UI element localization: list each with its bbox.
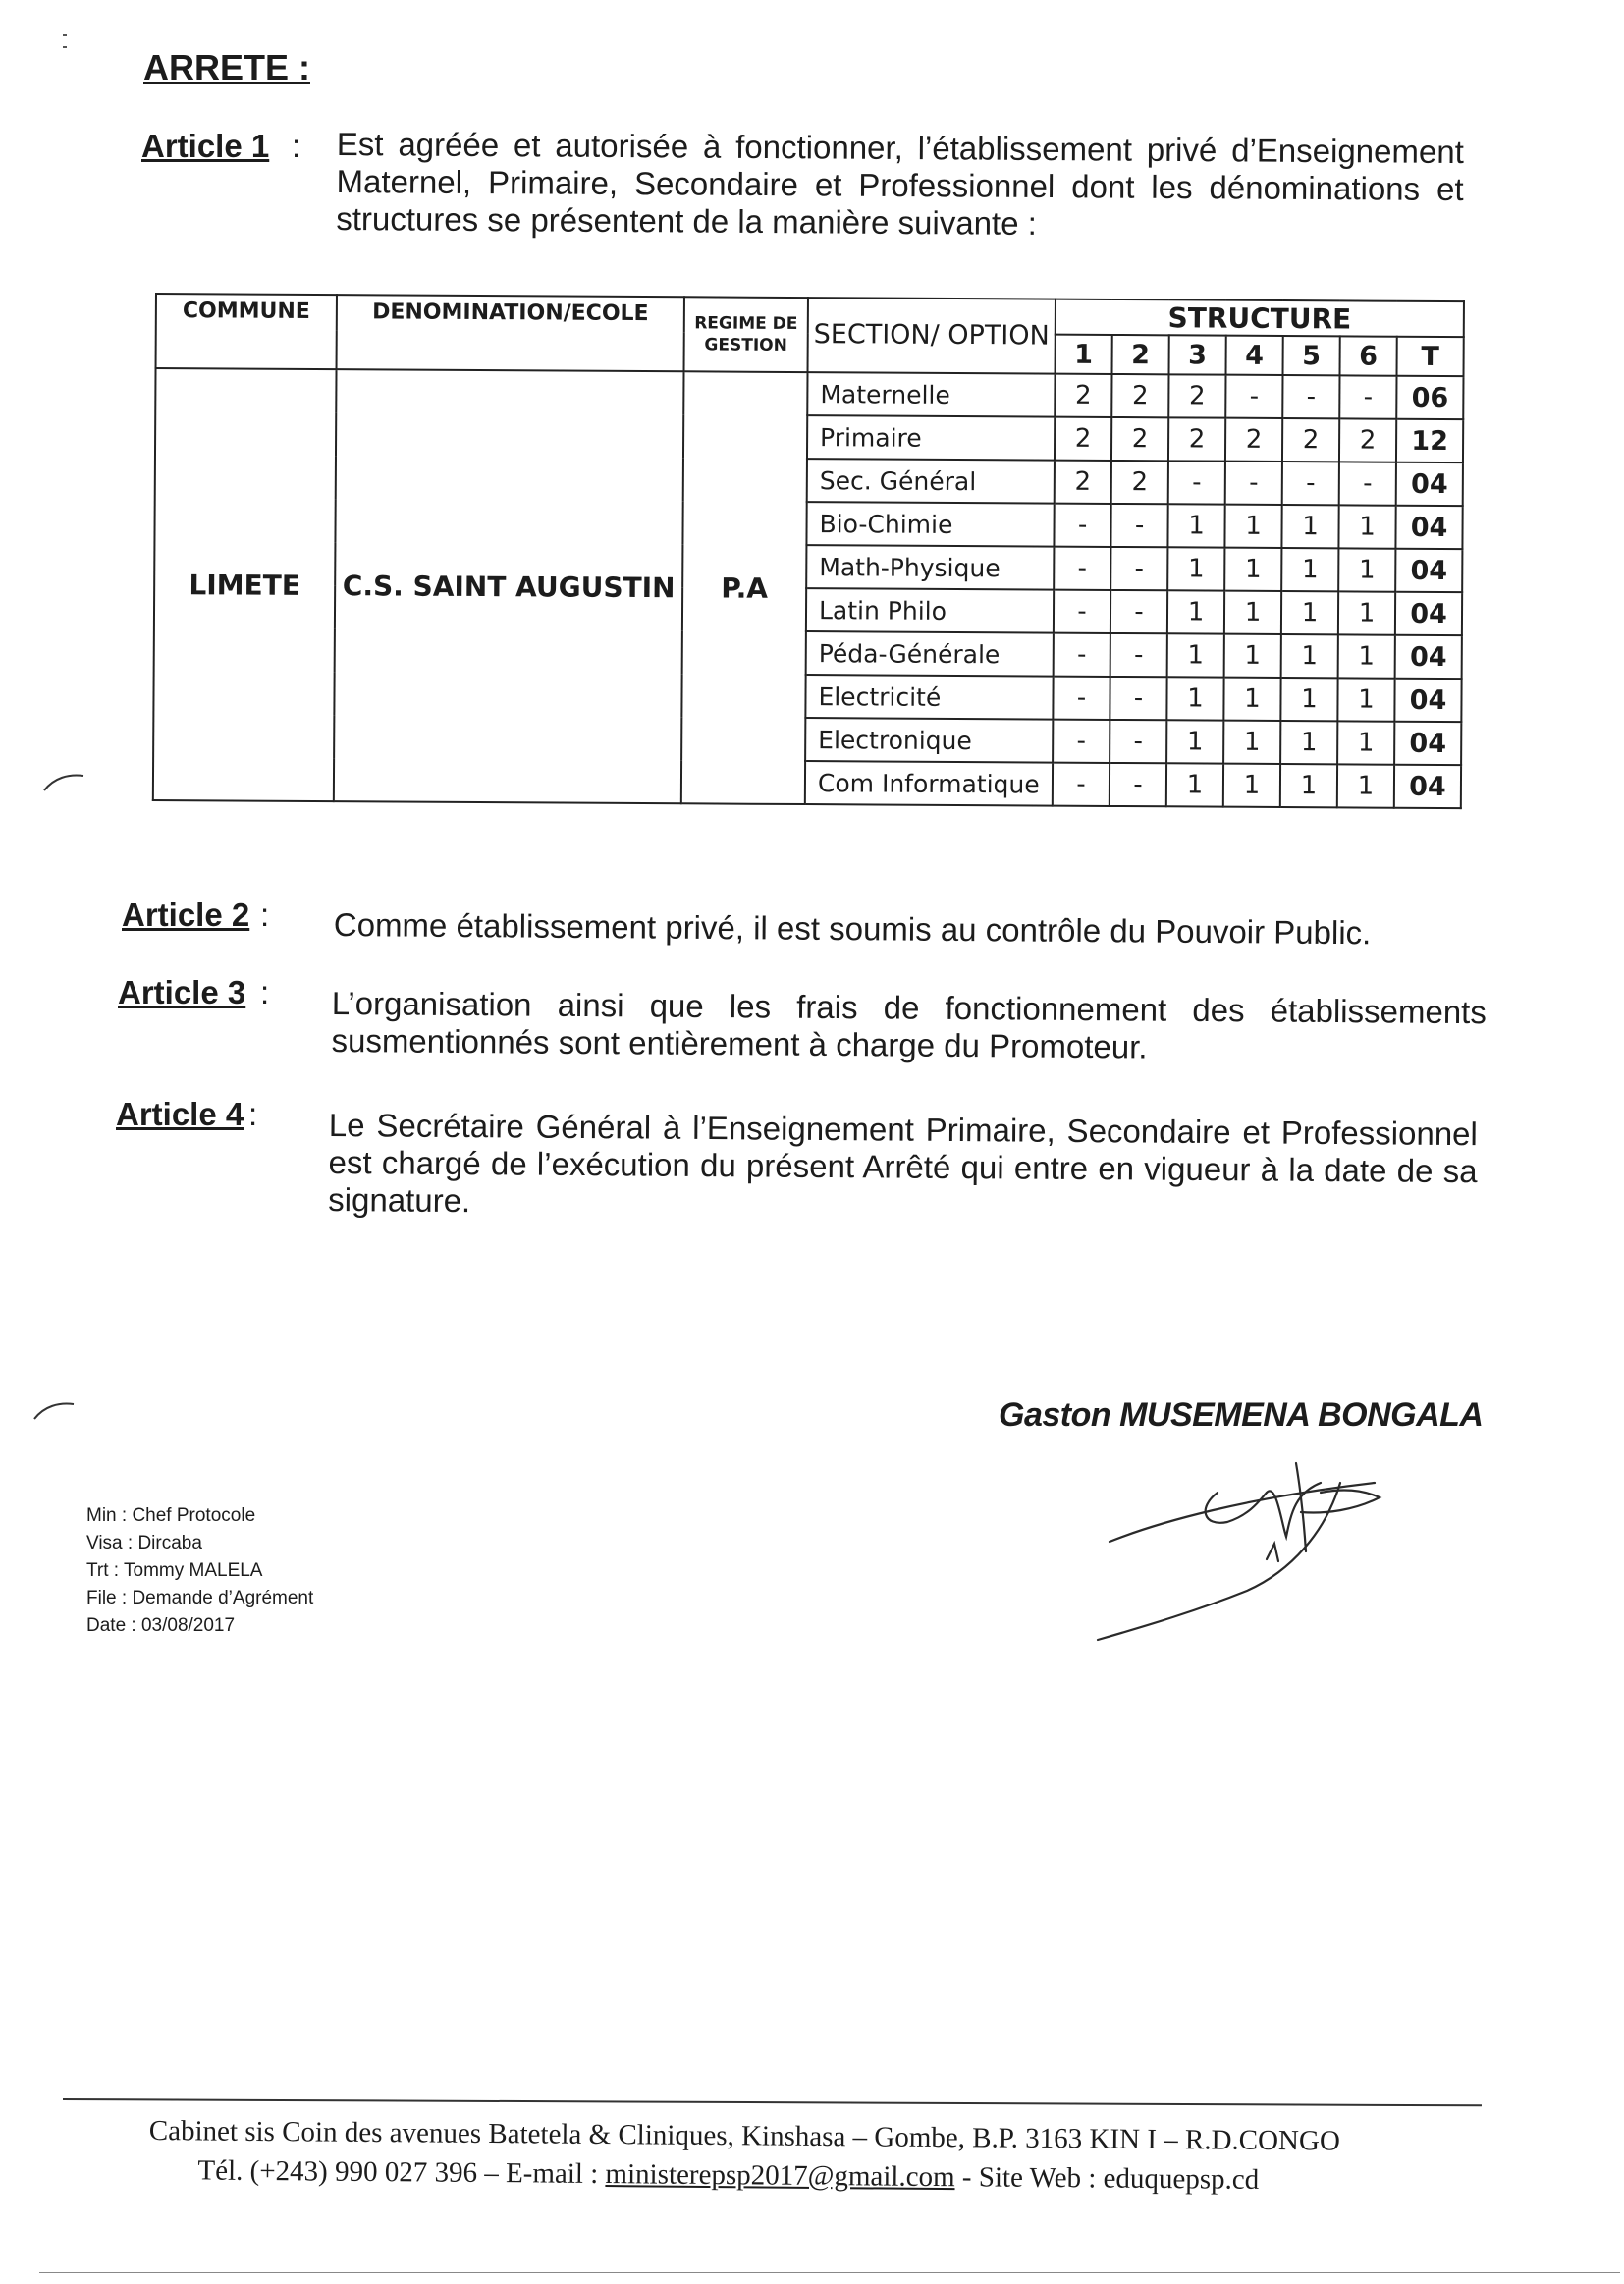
section-cell: Electronique xyxy=(805,718,1053,763)
arrete-heading: ARRETE : xyxy=(143,47,310,87)
ecole-cell: C.S. SAINT AUGUSTIN xyxy=(334,369,684,803)
value-cell: 1 xyxy=(1166,677,1223,720)
handwritten-signature xyxy=(1080,1453,1404,1650)
value-cell: 1 xyxy=(1338,505,1395,548)
header-denomination: DENOMINATION/ECOLE xyxy=(337,295,684,371)
article-1-text: Est agréée et autorisée à fonctionner, l’établissement privé d’Enseignement Maternel, Primaire, Secondaire et Professionnel dont les dénominations et structures se présentent de la manière suivante : xyxy=(336,126,1464,242)
header-regime: REGIME DE GESTION xyxy=(684,297,808,372)
scan-mark xyxy=(29,1394,79,1424)
header-col-5: 5 xyxy=(1283,336,1340,375)
value-cell: - xyxy=(1054,547,1110,590)
header-col-1: 1 xyxy=(1056,335,1112,374)
total-cell: 04 xyxy=(1395,506,1462,549)
value-cell: 1 xyxy=(1280,678,1337,721)
value-cell: 2 xyxy=(1111,374,1168,417)
value-cell: 2 xyxy=(1055,417,1111,461)
note-line: Date : 03/08/2017 xyxy=(86,1615,236,1636)
value-cell: 1 xyxy=(1223,721,1280,764)
article-4-colon: : xyxy=(248,1096,258,1132)
header-structure: STRUCTURE xyxy=(1056,299,1464,338)
value-cell: 1 xyxy=(1337,764,1394,807)
header-col-2: 2 xyxy=(1112,335,1169,374)
footer-line-1: Cabinet sis Coin des avenues Batetela & Cliniques, Kinshasa – Gombe, B.P. 3163 KIN I – R.D.CONGO xyxy=(148,2114,1340,2157)
value-cell: 1 xyxy=(1338,591,1395,634)
total-cell: 04 xyxy=(1395,549,1462,592)
value-cell: 2 xyxy=(1111,417,1168,461)
article-1-label: Article 1 xyxy=(141,128,270,164)
article-3-text: L’organisation ainsi que les frais de fonctionnement des établissements susmentionnés sont entièrement à charge du Promoteur. xyxy=(331,985,1487,1065)
value-cell: 1 xyxy=(1224,505,1281,548)
article-1-colon: : xyxy=(292,128,301,164)
footer-email-link[interactable]: ministerepsp2017@gmail.com xyxy=(605,2158,955,2194)
article-3-colon: : xyxy=(260,974,270,1010)
value-cell: - xyxy=(1053,763,1110,806)
value-cell: 1 xyxy=(1167,547,1224,590)
value-cell: - xyxy=(1110,504,1167,547)
regime-cell: P.A xyxy=(681,371,808,804)
value-cell: 1 xyxy=(1338,548,1395,591)
footer-address xyxy=(148,2111,1340,2201)
value-cell: 1 xyxy=(1166,763,1223,806)
footer-rule xyxy=(63,2098,1482,2106)
total-cell: 04 xyxy=(1395,635,1462,679)
article-2-colon: : xyxy=(260,897,270,933)
value-cell: 1 xyxy=(1338,634,1395,678)
value-cell: 2 xyxy=(1339,418,1396,462)
value-cell: 1 xyxy=(1281,505,1338,548)
article-3-label: Article 3 xyxy=(118,974,246,1010)
total-cell: 06 xyxy=(1396,376,1463,419)
value-cell: 1 xyxy=(1224,634,1281,678)
value-cell: - xyxy=(1110,547,1167,590)
total-cell: 04 xyxy=(1394,679,1461,722)
value-cell: 2 xyxy=(1055,374,1111,417)
total-cell: 12 xyxy=(1396,419,1463,462)
value-cell: 2 xyxy=(1225,418,1282,462)
signatory-name: Gaston MUSEMENA BONGALA xyxy=(999,1396,1484,1434)
value-cell: - xyxy=(1053,720,1110,763)
header-col-6: 6 xyxy=(1340,336,1397,375)
article-2-label: Article 2 xyxy=(122,897,250,933)
total-cell: 04 xyxy=(1394,765,1461,808)
value-cell: 1 xyxy=(1281,591,1338,634)
header-section: SECTION/ OPTION xyxy=(808,298,1056,374)
value-cell: - xyxy=(1339,462,1396,505)
value-cell: 1 xyxy=(1280,721,1337,764)
value-cell: 1 xyxy=(1281,548,1338,591)
value-cell: - xyxy=(1168,461,1225,504)
article-4-label: Article 4 xyxy=(116,1096,244,1132)
section-cell: Bio-Chimie xyxy=(806,502,1054,547)
section-cell: Latin Philo xyxy=(806,588,1054,633)
value-cell: - xyxy=(1282,375,1339,418)
scan-mark xyxy=(39,766,88,795)
structure-table xyxy=(152,293,1465,809)
value-cell: - xyxy=(1110,677,1166,720)
value-cell: - xyxy=(1054,633,1110,677)
table-row xyxy=(155,368,1463,419)
header-col-3: 3 xyxy=(1169,335,1226,374)
value-cell: - xyxy=(1225,375,1282,418)
value-cell: - xyxy=(1225,462,1282,505)
footer-website: - Site Web : eduquepsp.cd xyxy=(954,2161,1260,2196)
value-cell: 1 xyxy=(1337,721,1394,764)
header-commune: COMMUNE xyxy=(156,294,337,369)
value-cell: 1 xyxy=(1281,634,1338,678)
value-cell: - xyxy=(1110,763,1166,806)
value-cell: - xyxy=(1110,590,1167,633)
note-line: File : Demande d’Agrément xyxy=(86,1588,314,1608)
value-cell: 1 xyxy=(1280,764,1337,807)
value-cell: 1 xyxy=(1167,633,1224,677)
notes-block xyxy=(86,1502,313,1640)
value-cell: 2 xyxy=(1282,418,1339,462)
value-cell: 1 xyxy=(1223,764,1280,807)
section-cell: Maternelle xyxy=(807,372,1055,417)
note-line: Trt : Tommy MALELA xyxy=(86,1560,263,1581)
value-cell: 1 xyxy=(1166,720,1223,763)
footer-phone: Tél. (+243) 990 027 396 – E-mail : xyxy=(197,2154,606,2191)
commune-cell: LIMETE xyxy=(153,368,337,801)
value-cell: 1 xyxy=(1223,678,1280,721)
section-cell: Péda-Générale xyxy=(806,631,1054,677)
value-cell: 2 xyxy=(1055,461,1111,504)
value-cell: 2 xyxy=(1111,461,1168,504)
value-cell: - xyxy=(1053,677,1110,720)
bottom-scan-line xyxy=(39,2272,1620,2273)
total-cell: 04 xyxy=(1395,592,1462,635)
section-cell: Electricité xyxy=(805,675,1053,720)
value-cell: - xyxy=(1054,590,1110,633)
value-cell: 1 xyxy=(1167,504,1224,547)
note-line: Visa : Dircaba xyxy=(86,1533,202,1553)
section-cell: Sec. Général xyxy=(807,459,1055,504)
value-cell: 1 xyxy=(1337,678,1394,721)
value-cell: - xyxy=(1339,375,1396,418)
total-cell: 04 xyxy=(1396,462,1463,506)
value-cell: 1 xyxy=(1224,548,1281,591)
scan-mark xyxy=(57,29,77,59)
value-cell: 2 xyxy=(1168,374,1225,417)
note-line: Min : Chef Protocole xyxy=(86,1505,256,1526)
total-cell: 04 xyxy=(1394,722,1461,765)
header-col-total: T xyxy=(1397,337,1464,376)
value-cell: - xyxy=(1282,462,1339,505)
value-cell: 1 xyxy=(1167,590,1224,633)
value-cell: 2 xyxy=(1168,417,1225,461)
section-cell: Math-Physique xyxy=(806,545,1054,590)
value-cell: - xyxy=(1110,720,1166,763)
article-2-text: Comme établissement privé, il est soumis au contrôle du Pouvoir Public. xyxy=(333,906,1372,952)
value-cell: 1 xyxy=(1224,591,1281,634)
section-cell: Primaire xyxy=(807,415,1055,461)
section-cell: Com Informatique xyxy=(805,761,1053,806)
header-col-4: 4 xyxy=(1226,336,1283,375)
value-cell: - xyxy=(1054,504,1110,547)
article-4-text: Le Secrétaire Général à l’Enseignement Primaire, Secondaire et Professionnel est chargé de l’exécution du présent Arrêté qui entre en vigueur à la date de sa signature. xyxy=(328,1107,1478,1220)
value-cell: - xyxy=(1110,633,1167,677)
